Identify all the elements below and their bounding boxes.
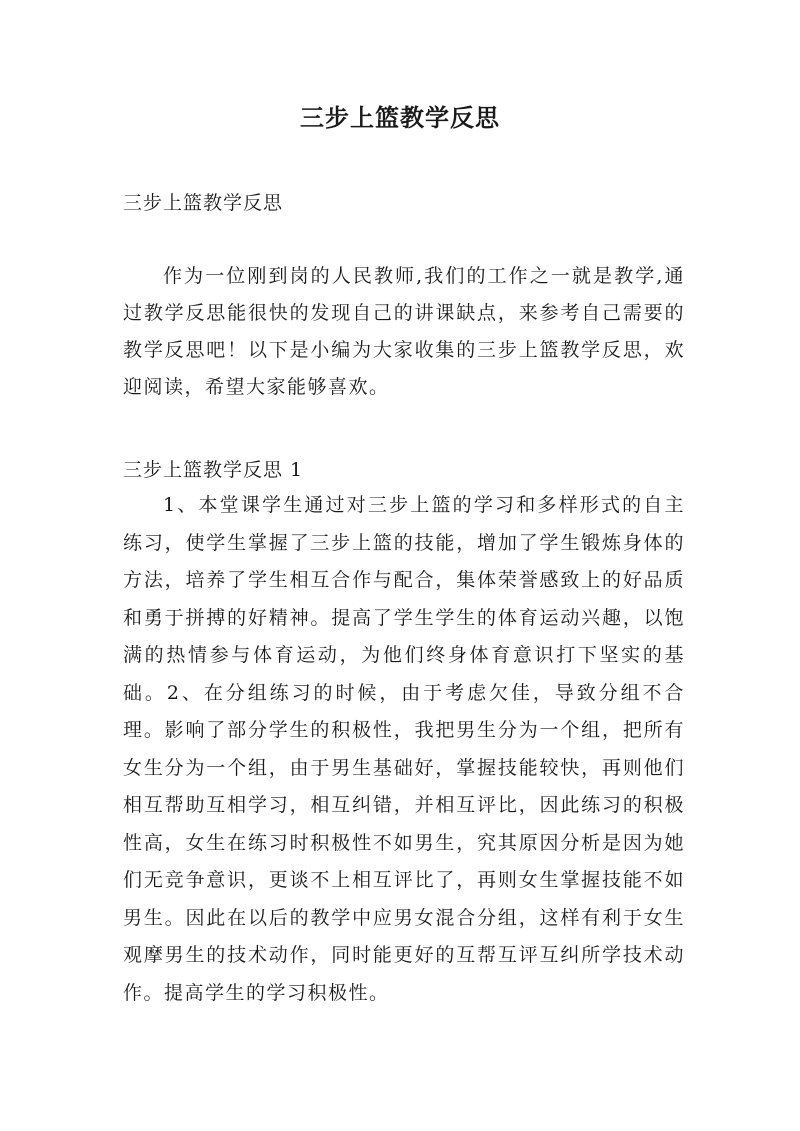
document-subtitle: 三步上篮教学反思 — [123, 192, 284, 214]
section-heading: 三步上篮教学反思 1 — [123, 459, 304, 481]
intro-paragraph: 作为一位刚到岗的人民教师,我们的工作之一就是教学,通过教学反思能很快的发现自己的讲课缺点，来参考自己需要的教学反思吧！以下是小编为大家收集的三步上篮教学反思，欢迎阅读，希望大家能够喜欢。 — [123, 265, 685, 398]
section-body-paragraph: 1、本堂课学生通过对三步上篮的学习和多样形式的自主练习，使学生掌握了三步上篮的技能，增加了学生锻炼身体的方法，培养了学生相互合作与配合，集体荣誉感致上的好品质和勇于拼搏的好精神。提高了学生学生的体育运动兴趣，以饱满的热情参与体育运动，为他们终身体育意识打下坚实的基础。2、在分组练习的时候，由于考虑欠佳，导致分组不合理。影响了部分学生的积极性，我把男生分为一个组，把所有女生分为一个组，由于男生基础好，掌握技能较快，再则他们相互帮助互相学习，相互纠错，并相互评比，因此练习的积极性高，女生在练习时积极性不如男生，究其原因分析是因为她们无竞争意识，更谈不上相互评比了，再则女生掌握技能不如男生。因此在以后的教学中应男女混合分组，这样有利于女生观摩男生的技术动作，同时能更好的互帮互评互纠所学技术动作。提高学生的学习积极性。 — [123, 494, 685, 1004]
document-title: 三步上篮教学反思 — [300, 103, 500, 132]
